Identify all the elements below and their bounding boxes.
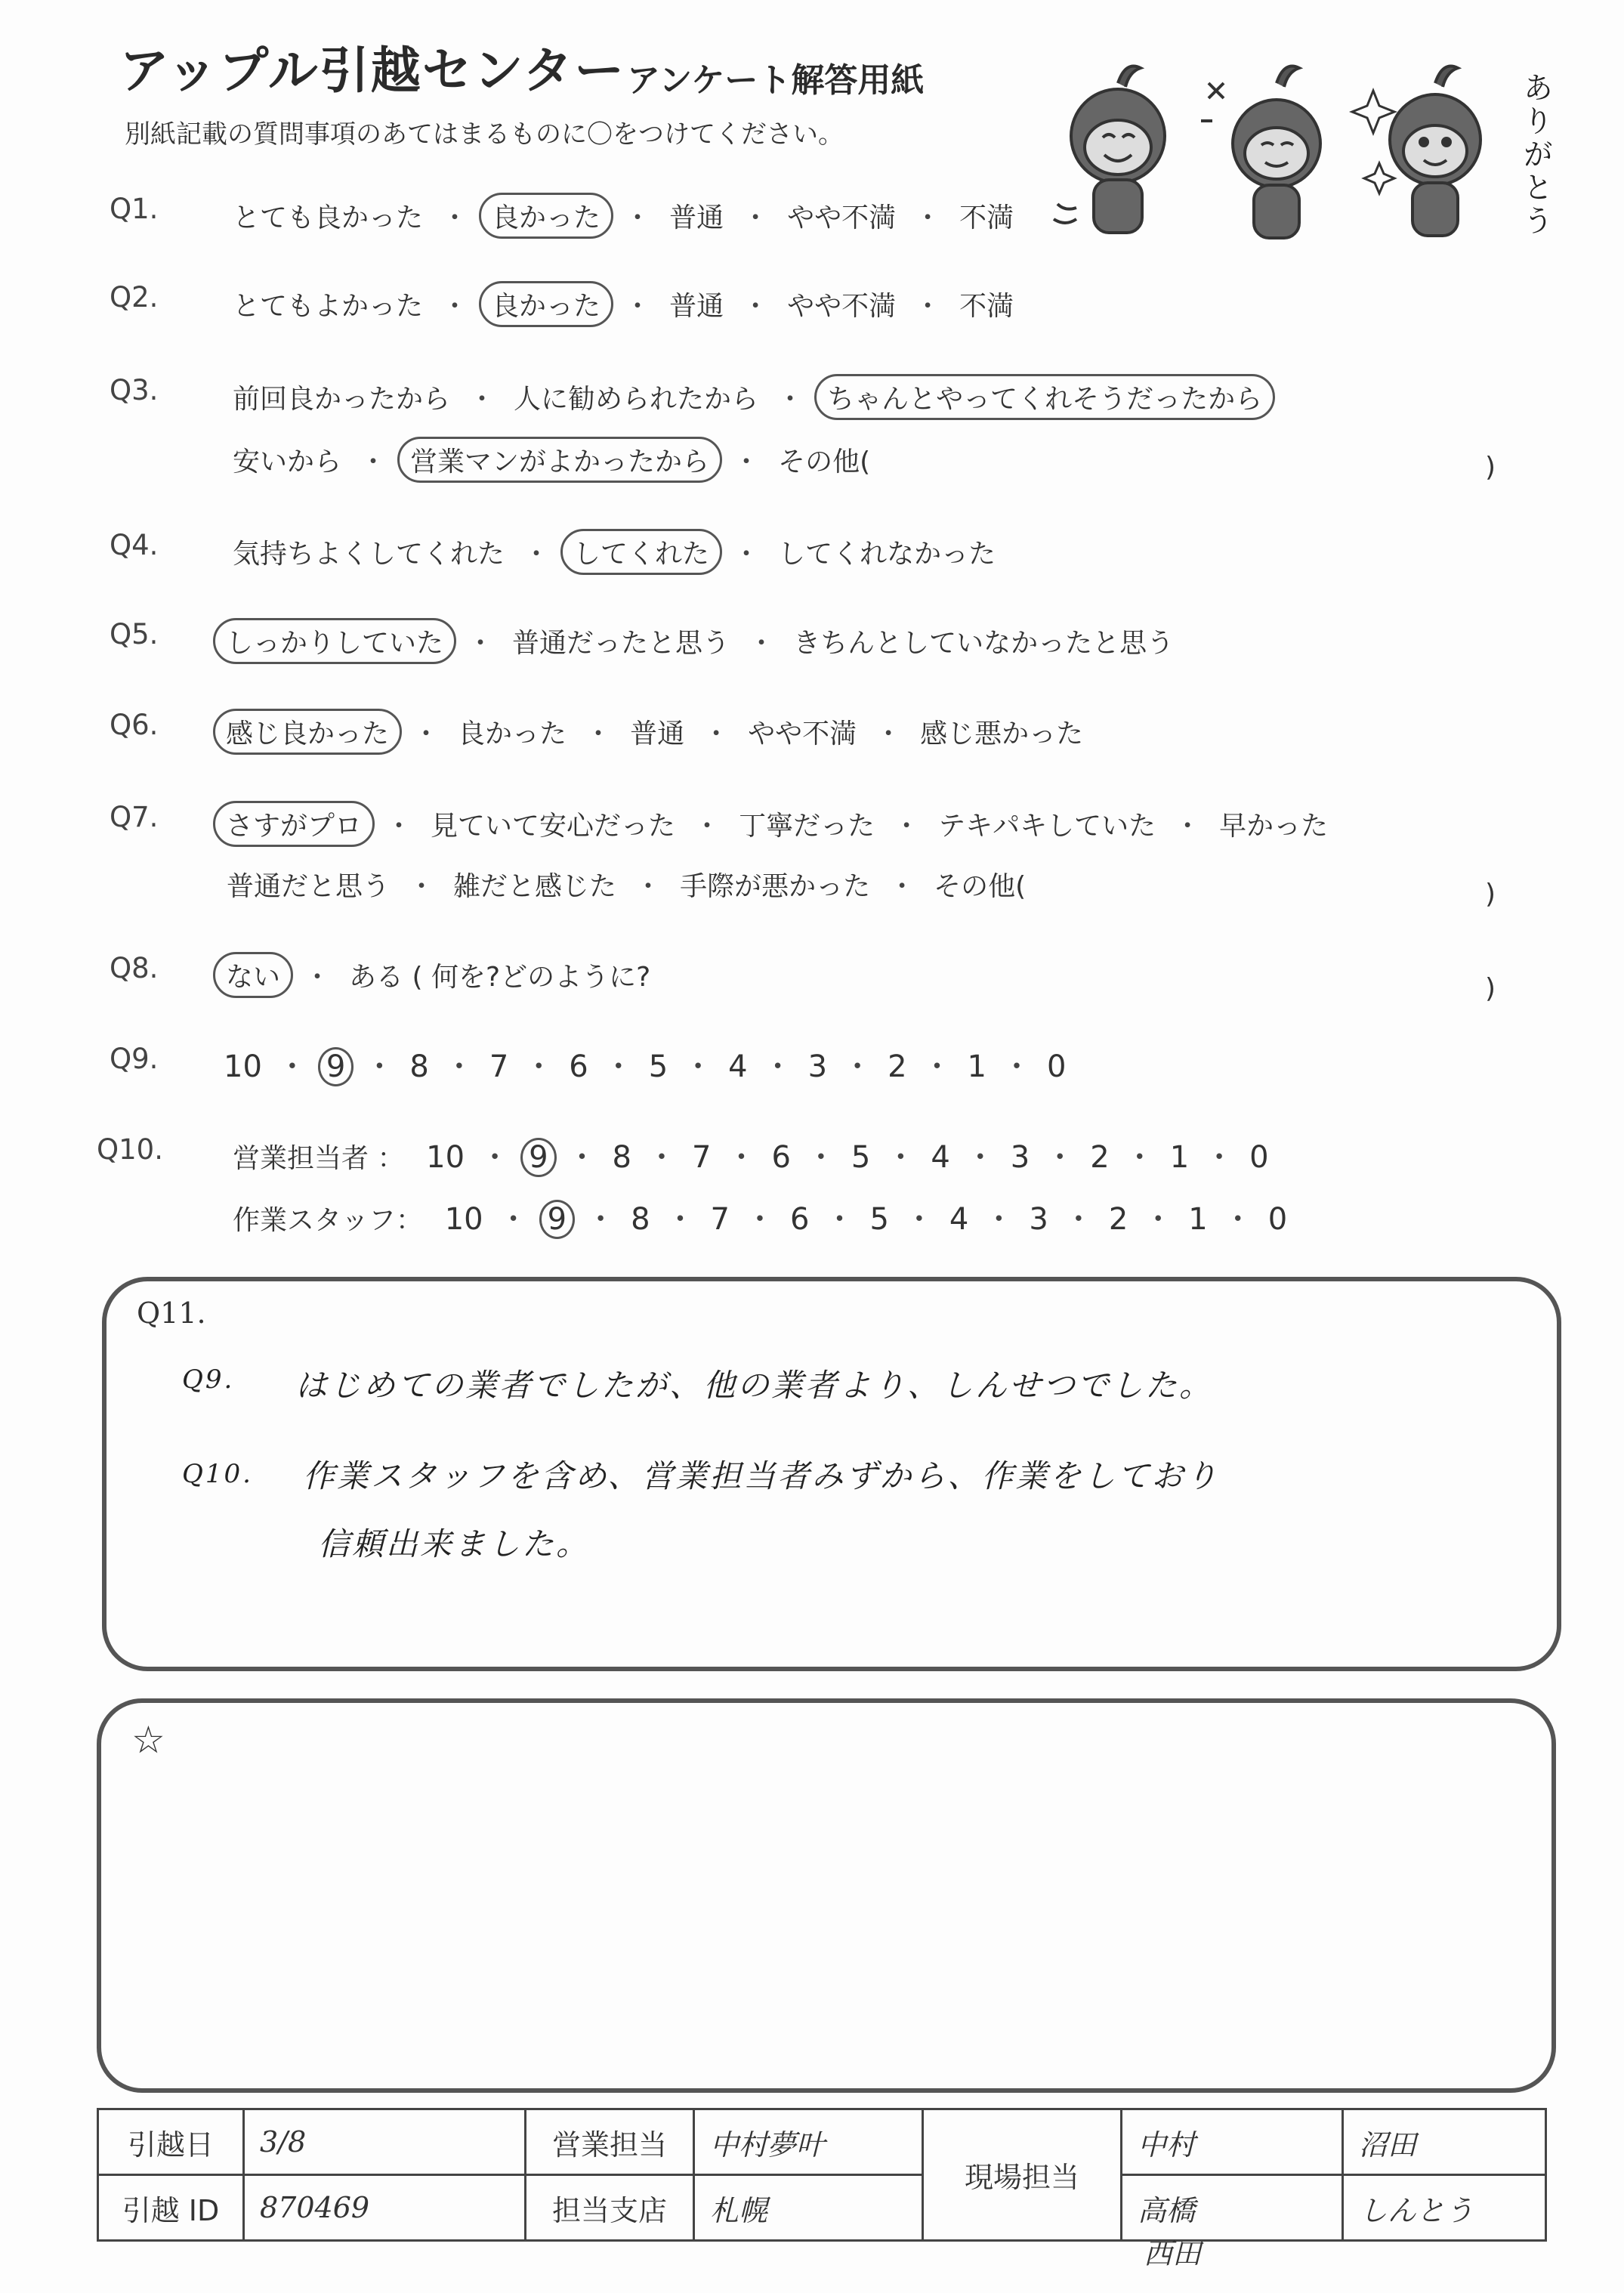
q7-option-4[interactable]: テキパキしていた [938,811,1156,842]
q8-label: Q8. [110,952,159,984]
q10-staff-score-6[interactable]: 6 [790,1202,810,1237]
q10-sales-score-3[interactable]: 3 [1010,1140,1030,1175]
q10-label: Q10. [97,1133,163,1166]
q1-option-5[interactable]: 不満 [959,202,1014,233]
question-5: Q5. しっかりしていた ・ 普通だったと思う ・ きちんとしていなかったと思う [0,618,1624,663]
q5-label: Q5. [110,618,159,651]
branch-value[interactable]: 札幌 [694,2175,923,2241]
question-7: Q7. さすがプロ ・ 見ていて安心だった ・ 丁寧だった ・ テキパキしていた ・ 早かった [0,801,1624,846]
q2-option-5[interactable]: 不満 [959,291,1014,322]
q5-option-1[interactable]: しっかりしていた [213,618,456,664]
q9-score-10[interactable]: 10 [224,1049,262,1084]
q7-option-2[interactable]: 見ていて安心だった [431,811,676,842]
question-10-staff: 作業スタッフ： 10 ・ 9 ・ 8 ・ 7 ・ 6 ・ 5 ・ 4 ・ 3 ・ 2 ・ 1 ・ 0 [0,1195,1624,1241]
q10-sales-score-10[interactable]: 10 [426,1140,465,1175]
q10-sales-score-6[interactable]: 6 [771,1140,791,1175]
page-title: アップル引越センター [119,42,626,100]
q10-staff-score-0[interactable]: 0 [1267,1202,1288,1237]
q5-option-2[interactable]: 普通だったと思う [512,628,730,659]
q10-sales-score-4[interactable]: 4 [931,1140,950,1175]
q3-label: Q3. [110,374,159,406]
q9-score-1[interactable]: 1 [967,1049,986,1084]
q10-staff-score-5[interactable]: 5 [869,1202,889,1237]
q4-option-1[interactable]: 気持ちよくしてくれた [233,539,505,570]
q1-option-2[interactable]: 良かった [479,193,613,239]
instruction-text: 別紙記載の質問事項のあてはまるものに〇をつけてください。 [125,119,844,150]
q7-option-8[interactable]: 手際が悪かった [680,871,871,902]
q7-option-7[interactable]: 雑だと感じた [453,871,617,902]
q6-option-1[interactable]: 感じ良かった [213,709,402,755]
q8-close-paren: ) [1484,973,1496,1004]
move-date-label: 引越日 [98,2109,244,2175]
q6-option-3[interactable]: 普通 [630,718,685,749]
q2-option-1[interactable]: とてもよかった [233,291,424,322]
q11-handwritten-line-1: はじめての業者でしたが、他の業者より、しんせつでした。 [295,1367,1214,1404]
q6-option-2[interactable]: 良かった [458,718,567,749]
q11-comment-box[interactable] [102,1277,1561,1671]
q10-staff-score-1[interactable]: 1 [1188,1202,1208,1237]
q9-score-2[interactable]: 2 [888,1049,907,1084]
q4-option-2[interactable]: してくれた [560,529,722,575]
q9-score-4[interactable]: 4 [728,1049,748,1084]
q3-option-2[interactable]: 人に勧められたから [514,384,759,415]
site-staff-5[interactable]: しんとう [1343,2175,1546,2241]
site-staff-4[interactable]: 沼田 [1343,2109,1546,2175]
question-10-sales: Q10. 営業担当者 ： 10 ・ 9 ・ 8 ・ 7 ・ 6 ・ 5 ・ 4 ・ 3 ・ 2 ・ 1 ・ 0 [0,1133,1624,1179]
question-1: Q1. とても良かった ・ 良かった ・ 普通 ・ やや不満 ・ 不満 [0,193,1624,238]
q11-line2-prefix: Q10. [182,1459,253,1489]
q10-staff-score-10[interactable]: 10 [444,1202,483,1237]
site-staff-label: 現場担当 [923,2109,1122,2241]
q6-label: Q6. [110,709,159,741]
sales-value[interactable]: 中村夢叶 [694,2109,923,2175]
q10-sales-score-2[interactable]: 2 [1090,1140,1110,1175]
question-2: Q2. とてもよかった ・ 良かった ・ 普通 ・ やや不満 ・ 不満 [0,281,1624,326]
question-7-line-2: 普通だと思う ・ 雑だと感じた ・ 手際が悪かった ・ その他( ) [0,864,1624,909]
page-subtitle: アンケート解答用紙 [627,61,925,100]
q9-score-5[interactable]: 5 [648,1049,668,1084]
q10-sales-label: 営業担当者 ： [233,1143,405,1174]
q7-option-6[interactable]: 普通だと思う [227,871,391,902]
q8-option-2[interactable]: ある ( 何を?どのように? [349,962,651,993]
q10-staff-score-9[interactable]: 9 [539,1200,575,1239]
q9-score-3[interactable]: 3 [807,1049,828,1084]
sales-label: 営業担当 [526,2109,694,2175]
q9-label: Q9. [110,1043,159,1075]
q10-staff-score-7[interactable]: 7 [710,1202,730,1237]
q1-option-3[interactable]: 普通 [669,202,724,233]
q5-option-3[interactable]: きちんとしていなかったと思う [793,628,1175,659]
q10-staff-score-3[interactable]: 3 [1029,1202,1048,1237]
q1-option-1[interactable]: とても良かった [233,202,424,233]
q4-label: Q4. [110,529,159,561]
question-4: Q4. 気持ちよくしてくれた ・ してくれた ・ してくれなかった [0,529,1624,574]
q6-option-5[interactable]: 感じ悪かった [920,718,1084,749]
move-info-table [97,2108,1547,2270]
q11-handwritten-line-3: 信頼出来ました。 [318,1525,591,1562]
q3-option-4[interactable]: 安いから [233,447,342,477]
q7-option-1[interactable]: さすがプロ [213,801,375,847]
q10-staff-score-2[interactable]: 2 [1108,1202,1128,1237]
q9-score-7[interactable]: 7 [489,1049,509,1084]
q3-option-6[interactable]: その他( [778,447,871,477]
question-9: Q9. 10 ・ 9 ・ 8 ・ 7 ・ 6 ・ 5 ・ 4 ・ 3 ・ 2 ・ 1 ・ 0 [0,1043,1624,1088]
question-3-line-2: 安いから ・ 営業マンがよかったから ・ その他( ) [0,437,1624,482]
q10-sales-score-0[interactable]: 0 [1249,1140,1269,1175]
q7-label: Q7. [110,801,159,833]
site-staff-2[interactable]: 高橋 [1138,2193,1196,2227]
q2-option-2[interactable]: 良かった [479,281,613,327]
site-staff-1[interactable]: 中村 [1122,2109,1343,2175]
q11-handwritten-line-2: 作業スタッフを含め、営業担当者みずから、作業をしており [303,1457,1220,1494]
q6-option-4[interactable]: やや不満 [748,718,857,749]
question-8: Q8. ない ・ ある ( 何を?どのように? ) [110,952,1496,1004]
q7-close-paren: ) [1484,879,1496,910]
star-comment-box[interactable] [97,1698,1556,2093]
q9-score-9[interactable]: 9 [318,1047,354,1086]
question-3: Q3. 前回良かったから ・ 人に勧められたから ・ ちゃんとやってくれそうだったから [0,374,1624,419]
q10-sales-score-1[interactable]: 1 [1169,1140,1190,1175]
q7-option-5[interactable]: 早かった [1219,811,1329,842]
q10-sales-score-7[interactable]: 7 [691,1140,712,1175]
star-icon: ☆ [131,1718,165,1762]
q10-sales-score-5[interactable]: 5 [851,1140,871,1175]
q1-option-4[interactable]: やや不満 [787,202,897,233]
q2-label: Q2. [110,281,159,314]
q3-option-1[interactable]: 前回良かったから [233,384,451,415]
q1-label: Q1. [110,193,159,225]
question-6: Q6. 感じ良かった ・ 良かった ・ 普通 ・ やや不満 ・ 感じ悪かった [0,709,1624,754]
move-id-label: 引越 ID [98,2175,244,2241]
site-staff-2-cell [1122,2175,1343,2270]
q9-score-0[interactable]: 0 [1046,1049,1067,1084]
move-id-value[interactable]: 870469 [244,2175,526,2241]
q3-option-5[interactable]: 営業マンがよかったから [397,437,722,483]
q8-option-1[interactable]: ない [213,952,293,998]
q9-score-8[interactable]: 8 [409,1049,429,1084]
site-staff-3[interactable]: 西田 [1144,2237,1202,2270]
q10-staff-label: 作業スタッフ： [233,1205,424,1236]
q4-option-3[interactable]: してくれなかった [778,539,996,570]
q10-staff-score-8[interactable]: 8 [631,1202,650,1237]
q2-option-4[interactable]: やや不満 [787,291,897,322]
thanks-text: ありがとう [1518,72,1553,238]
q9-score-6[interactable]: 6 [569,1049,588,1084]
q10-staff-score-4[interactable]: 4 [949,1202,969,1237]
q7-option-3[interactable]: 丁寧だった [739,811,875,842]
q11-line1-prefix: Q9. [182,1364,235,1395]
q2-option-3[interactable]: 普通 [669,291,724,322]
move-date-value[interactable]: 3/8 [244,2109,526,2175]
q10-sales-score-9[interactable]: 9 [520,1138,556,1177]
q7-option-9[interactable]: その他( [934,871,1027,902]
branch-label: 担当支店 [526,2175,694,2241]
q3-close-paren: ) [1484,452,1496,483]
q3-option-3[interactable]: ちゃんとやってくれそうだったから [814,374,1275,420]
q11-label: Q11. [137,1296,206,1330]
q10-sales-score-8[interactable]: 8 [612,1140,631,1175]
